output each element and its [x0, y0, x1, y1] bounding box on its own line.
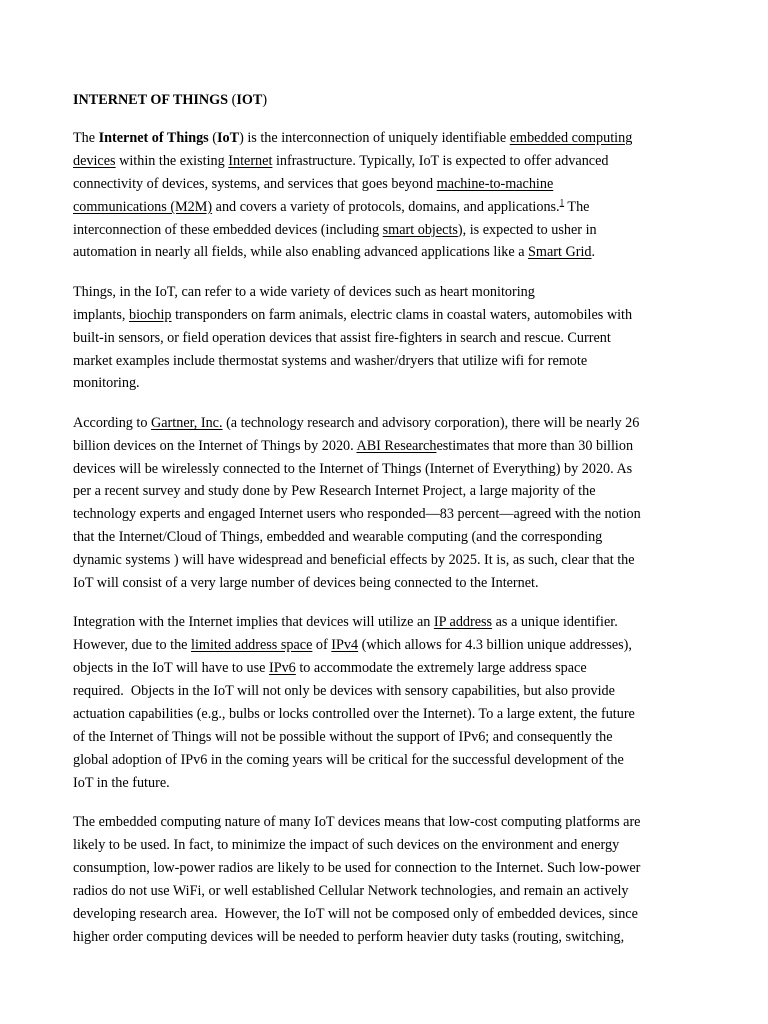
paragraph-embedded-computing [73, 811, 698, 948]
text-line: higher order computing devices will be needed to perform heavier duty tasks (routing, switching, [73, 928, 625, 945]
text-line: implants, biochip transponders on farm animals, electric clams in coastal waters, automobiles with [73, 306, 633, 323]
link-machine-to-machine-cont[interactable]: communications (M2M) [73, 198, 213, 215]
heading-open-paren: ( [231, 92, 237, 108]
link-internet[interactable]: Internet [228, 152, 273, 169]
text-line: that the Internet/Cloud of Things, embedded and wearable computing (and the corresponding [73, 529, 603, 546]
link-embedded-computing-devices[interactable]: embedded computing [509, 130, 633, 146]
heading-abbr: IOT [236, 92, 263, 108]
text-line: of the Internet of Things will not be possible without the support of IPv6; and consequently the [73, 728, 613, 745]
text-line: According to Gartner, Inc. (a technology research and advisory corporation), there will be nearly 26 [73, 414, 640, 431]
text-line: per a recent survey and study done by Pew Research Internet Project, a large majority of the [73, 483, 596, 500]
link-limited-address-space[interactable]: limited address space [191, 637, 313, 654]
link-smart-grid[interactable]: Smart Grid [528, 244, 592, 261]
text-line: connectivity of devices, systems, and services that goes beyond machine-to-machine [73, 175, 554, 192]
text-line: developing research area. However, the IoT will not be composed only of embedded devices, since [73, 905, 638, 922]
link-machine-to-machine[interactable]: machine-to-machine [436, 175, 554, 192]
paragraph-forecasts [73, 412, 698, 595]
text-line: The embedded computing nature of many IoT devices means that low-cost computing platforms are [73, 814, 641, 831]
text-line: devices will be wirelessly connected to the Internet of Things (Internet of Everything) by 2020. As [73, 460, 633, 477]
link-biochip[interactable]: biochip [128, 306, 172, 323]
term-iot: IoT [217, 130, 240, 146]
text-line: market examples include thermostat systems and washer/dryers that utilize wifi for remote [73, 352, 588, 369]
link-ip-address[interactable]: IP address [433, 614, 493, 631]
text-line: billion devices on the Internet of Things by 2020. ABI Researchestimates that more than 30 billion [73, 437, 634, 454]
text-line: interconnection of these embedded devices (including smart objects), is expected to usher in [73, 221, 597, 238]
text-line: objects in the IoT will have to use IPv6 to accommodate the extremely large address space [73, 660, 587, 677]
paragraph-intro [73, 127, 698, 264]
text-line: built-in sensors, or field operation devices that assist fire-fighters in search and rescue. Current [73, 329, 611, 346]
text-line: monitoring. [73, 375, 140, 392]
text-line: global adoption of IPv6 in the coming years will be critical for the successful development of the [73, 751, 624, 768]
text-line: Integration with the Internet implies that devices will utilize an IP address as a unique identifier. [73, 614, 618, 631]
text-line: The Internet of Things (IoT) is the interconnection of uniquely identifiable embedded computing [73, 130, 633, 146]
document-page [73, 89, 698, 965]
text-line: communications (M2M) and covers a variety of protocols, domains, and applications.$^1$ The [73, 196, 590, 215]
text-line: actuation capabilities (e.g., bulbs or locks controlled over the Internet). To a large extent, the future [73, 705, 635, 722]
text-line: IoT will consist of a very large number of devices being connected to the Internet. [73, 575, 539, 592]
paragraph-ip-addressing [73, 611, 698, 794]
link-ipv4[interactable]: IPv4 [331, 637, 359, 654]
link-smart-objects[interactable]: smart objects [382, 221, 458, 238]
text-line: required. Objects in the IoT will not only be devices with sensory capabilities, but also provide [73, 683, 615, 700]
link-embedded-computing-devices-cont[interactable]: devices [73, 152, 116, 169]
text-line: consumption, low-power radios are likely to be used for connection to the Internet. Such low-power [73, 859, 641, 876]
text-line: automation in nearly all fields, while also enabling advanced applications like a Smart Grid. [73, 244, 596, 261]
text-line: technology experts and engaged Internet users who responded—83 percent—agreed with the notion [73, 506, 641, 523]
text-line: dynamic systems ) will have widespread and beneficial effects by 2025. It is, as such, clear that the [73, 552, 635, 569]
text-line: radios do not use WiFi, or well established Cellular Network technologies, and remain an actively [73, 882, 629, 899]
heading-close-paren: ) [262, 92, 268, 108]
text-line: devices within the existing Internet infrastructure. Typically, IoT is expected to offer advanced [73, 152, 609, 169]
link-ipv6[interactable]: IPv6 [268, 660, 296, 677]
paragraph-things [73, 281, 698, 395]
text-line: likely to be used. In fact, to minimize the impact of such devices on the environment and energy [73, 836, 620, 853]
term-internet-of-things: Internet of Things [98, 130, 209, 146]
heading-text: INTERNET OF THINGS [73, 92, 229, 108]
link-abi-research[interactable]: ABI Research [356, 437, 437, 454]
footnote-ref-1[interactable]: 1 [559, 196, 565, 207]
text-line: However, due to the limited address space of IPv4 (which allows for 4.3 billion unique addresses), [73, 637, 632, 654]
document-heading [73, 89, 698, 111]
text-line: IoT in the future. [73, 774, 170, 791]
text-line: Things, in the IoT, can refer to a wide variety of devices such as heart monitoring [73, 283, 535, 300]
link-gartner[interactable]: Gartner, Inc. [151, 414, 223, 431]
